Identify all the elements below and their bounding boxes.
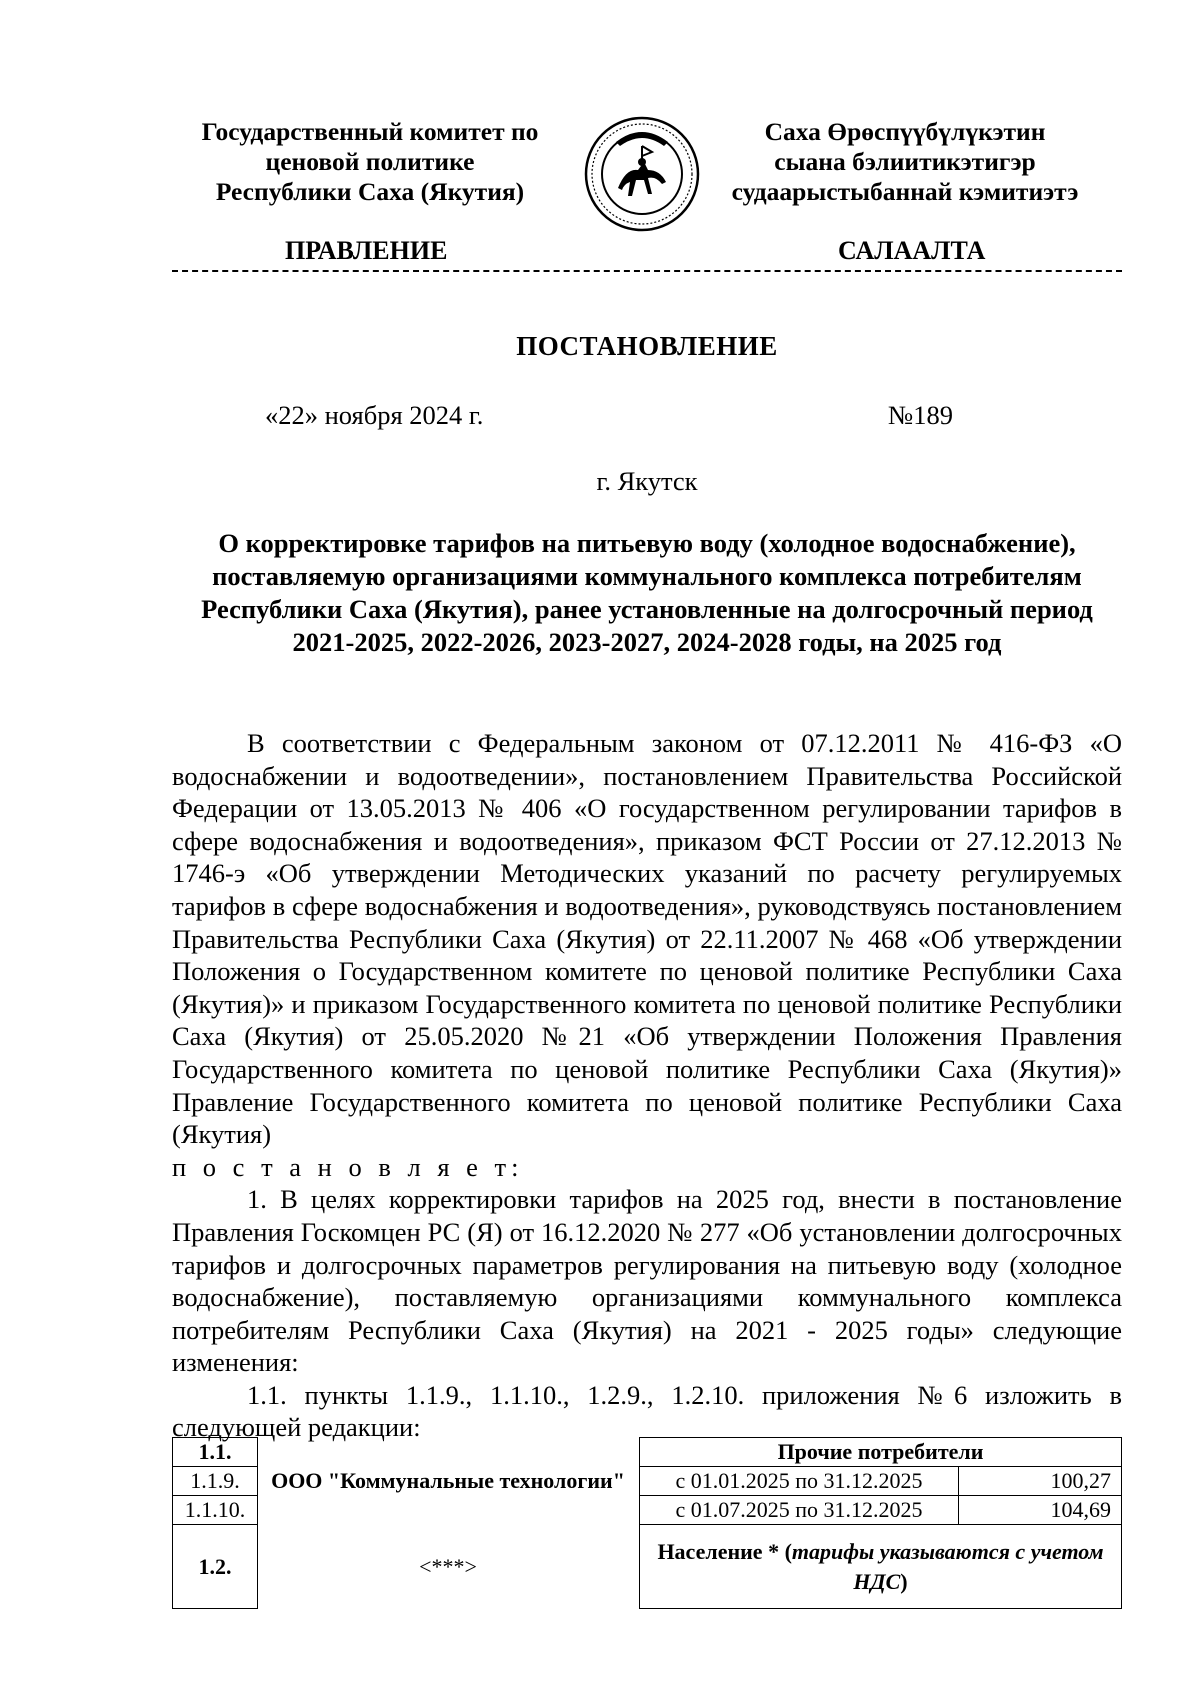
header-right-line: судаарыстыбаннай кэмитиэтэ [731,177,1079,206]
header-left-line: ценовой политике [265,147,475,176]
header-left-line: Республики Саха (Якутия) [215,177,525,206]
header-right-line: сыана бэлиитикэтигэр [774,147,1036,176]
table-cell-num: 1.1.10. [172,1495,258,1525]
table-cell-num: 1.1. [172,1437,258,1467]
item-1-paragraph: 1. В целях корректировки тарифов на 2025 год, внести в постановление Правления Госкомцен РС (Я) от 16.12.2020 № 277 «Об установлении долгосрочных тарифов и долгосрочных параметров регулирования на питьевую воду (холодное водоснабжение), поставляемую организациями коммунального комплекса потребителям Республики Саха (Якутия) на 2021 - 2025 годы» следующие изменения: [172,1184,1122,1378]
board-label-sah: САЛААЛТА [838,236,986,265]
preamble-paragraph: В соответствии с Федеральным законом от 07.12.2011 № 416-ФЗ «О водоснабжении и водоотведении», постановлением Правительства Российской Федерации от 13.05.2013 № 406 «О государственном регулировании тарифов в сфере водоснабжения и водоотведения», приказом ФСТ России от 27.12.2013 № 1746-э «Об утверждении Методических указаний по расчету регулируемых тарифов в сфере водоснабжения и водоотведения», руководствуясь постановлением Правительства Республики Саха (Якутия) от 22.11.2007 № 468 «Об утверждении Положения о Государственном комитете по ценовой политике Республики Саха (Якутия)» и приказом Государственного комитета по ценовой политике Республики Саха (Якутия) от 25.05.2020 №21 «Об утверждении Положения Правления Государственного комитета по ценовой политике Республики Саха (Якутия)» Правление Государственного комитета по ценовой политике Республики Саха (Якутия) [172,728,1122,1150]
category-main: Население * ( [657,1538,792,1564]
table-cell-category [639,1524,1122,1609]
document-date: «22» ноября 2024 г. [265,400,484,430]
document-type: ПОСТАНОВЛЕНИЕ [516,331,778,361]
board-label-ru: ПРАВЛЕНИЕ [285,236,448,265]
category-text [648,1537,1113,1597]
document-number: №189 [888,400,954,430]
header-left-org [160,117,580,207]
table-cell-category: Прочие потребители [639,1437,1122,1467]
table-cell-num: 1.1.9. [172,1466,258,1496]
category-end: ) [900,1568,908,1594]
coat-of-arms-emblem-icon [582,112,702,232]
table-cell-organization: ООО "Коммунальные технологии" [257,1437,640,1525]
table-cell-period: с 01.07.2025 по 31.12.2025 [639,1495,959,1525]
item-1-1-paragraph: 1.1. пункты 1.1.9., 1.1.10., 1.2.9., 1.2.10. приложения №6 изложить в следующей редакции: [172,1379,1122,1443]
header-divider [172,270,1122,272]
header-right-org [695,117,1115,207]
table-cell-mark: <***> [257,1524,640,1609]
resolves-line: п о с т а н о в л я е т: [172,1151,524,1182]
header-left-line: Государственный комитет по [201,117,539,146]
document-city: г. Якутск [596,466,698,496]
table-cell-period: с 01.01.2025 по 31.12.2025 [639,1466,959,1496]
category-vat-note: тарифы указываются с учетом НДС [791,1538,1104,1594]
tariff-table [172,1437,1122,1609]
document-body [172,727,1122,1444]
table-cell-num: 1.2. [172,1524,258,1609]
header-right-line: Саха Өрөспүүбүлүкэтин [764,117,1046,146]
table-cell-tariff-value: 100,27 [958,1466,1122,1496]
document-title: О корректировке тарифов на питьевую воду (холодное водоснабжение), поставляемую организациями коммунального комплекса потребителям Республики Саха (Якутия), ранее установленные на долгосрочный период 2021-2025, 2022-2026, 2023-2027, 2024-2028 годы, на 2025 год [201,528,1093,657]
table-cell-tariff-value: 104,69 [958,1495,1122,1525]
